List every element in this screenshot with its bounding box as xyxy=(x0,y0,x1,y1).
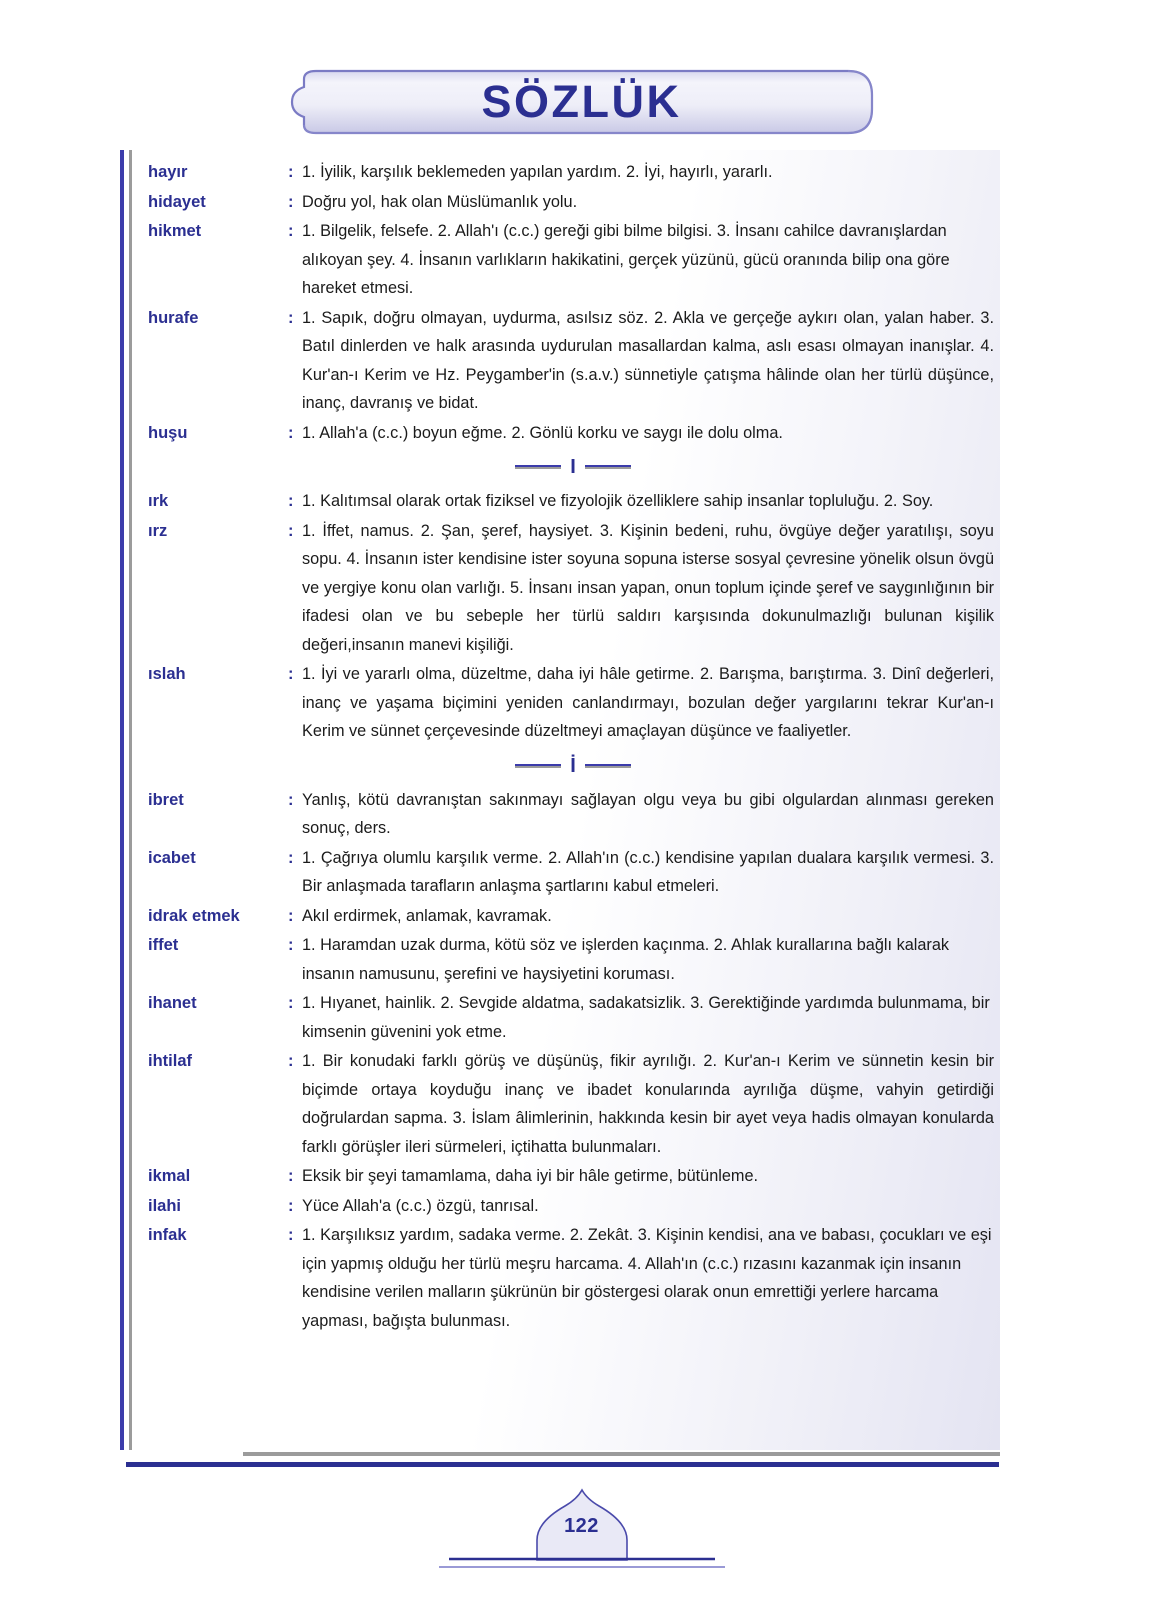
letter-divider-i-dotted xyxy=(148,752,998,780)
entry-definition: 1. Karşılıksız yardım, sadaka verme. 2. Zekât. 3. Kişinin kendisi, ana ve babası, çocukları ve eşi için yapmış olduğu her türlü meşru harcama. 4. Allah'ın (c.c.) rızasını kazanmak için insanın kendisine verilen malların şükrünün bir göstergesi olarak onun emrettiği yerlere harcama yapması, bağışta bulunması. xyxy=(302,1226,992,1330)
entry-definition: 1. Hıyanet, hainlik. 2. Sevgide aldatma, sadakatsizlik. 3. Gerektiğinde yardımda bulunmama, bir kimsenin güvenini yok etme. xyxy=(302,994,990,1041)
entry-colon: : xyxy=(288,848,294,867)
entry-definition: 1. Sapık, doğru olmayan, uydurma, asılsız söz. 2. Akla ve gerçeğe aykırı olan, yalan haber. 3. Batıl dinlerden ve halk arasında uydurulan masallardan kalma, aslı esası olmayan inanışlar. 4. Kur'an-ı Kerim ve Hz. Peygamber'in (s.a.v.) sünnetiyle çatışma hâlinde olan her türlü düşünce, inanç, davranış ve bidat. xyxy=(302,308,994,412)
glossary-entry xyxy=(148,304,998,418)
left-rail-blue xyxy=(120,150,124,1450)
entry-colon: : xyxy=(288,163,294,181)
glossary-entry xyxy=(148,1221,998,1335)
entry-definition: Yanlış, kötü davranıştan sakınmayı sağlayan olgu veya bu gibi olgulardan alınması gereken sonuç, ders. xyxy=(302,790,994,837)
page-number-badge xyxy=(417,1488,747,1598)
entry-definition: Eksik bir şeyi tamamlama, daha iyi bir hâle getirme, bütünleme. xyxy=(302,1167,759,1185)
divider-line-left xyxy=(515,764,561,768)
entry-colon: : xyxy=(288,192,294,211)
entry-term: hidayet xyxy=(148,192,206,211)
entry-definition: Yüce Allah'a (c.c.) özgü, tanrısal. xyxy=(302,1196,539,1215)
entry-term: ilahi xyxy=(148,1196,182,1215)
glossary-entry xyxy=(148,517,998,660)
entry-colon: : xyxy=(288,308,294,327)
entry-definition: 1. Haramdan uzak durma, kötü söz ve işlerden kaçınma. 2. Ahlak kurallarına bağlı kalarak insanın namusunu, şerefini ve haysiyetini koruması. xyxy=(302,936,950,983)
entry-definition: 1. İyilik, karşılık beklemeden yapılan yardım. 2. İyi, hayırlı, yararlı. xyxy=(302,163,773,181)
glossary-entry xyxy=(148,989,998,1046)
glossary-entry xyxy=(148,487,998,516)
entry-term: hurafe xyxy=(148,308,199,327)
glossary-entry xyxy=(148,902,998,931)
glossary-entry xyxy=(148,1192,998,1221)
entry-colon: : xyxy=(288,994,294,1012)
entry-colon: : xyxy=(288,521,294,540)
entry-definition: Doğru yol, hak olan Müslümanlık yolu. xyxy=(302,192,578,211)
entry-colon: : xyxy=(288,1052,294,1070)
entry-term: ikmal xyxy=(148,1167,191,1185)
page-header xyxy=(0,64,1163,140)
entry-definition: 1. İffet, namus. 2. Şan, şeref, haysiyet. 3. Kişinin bedeni, ruhu, övgüye değer yaratılışı, soyu sopu. 4. İnsanın ister kendisine ister soyuna sopuna isterse sosyal çevresine yönelik olsun övgü ve yergiye konu olan varlığı. 5. İnsanı insan yapan, onun toplum içinde şeref ve saygınlığının bir ifadesi olan ve bu sebeple her türlü saldırı karşısında dokunulmazlığı bulunan kişilik değeri,insanın manevi kişiliği. xyxy=(302,521,994,654)
entry-term: infak xyxy=(148,1226,187,1244)
entry-colon: : xyxy=(288,1167,294,1185)
divider-line-left xyxy=(515,465,561,469)
entry-term: huşu xyxy=(148,423,188,442)
page-footer xyxy=(0,1488,1163,1598)
entry-term: ırz xyxy=(148,521,168,540)
entry-term: ıslah xyxy=(148,665,186,683)
entry-term: ihanet xyxy=(148,994,197,1012)
entry-colon: : xyxy=(288,665,294,683)
entry-term: ibret xyxy=(148,790,184,809)
glossary-entry xyxy=(148,931,998,988)
title-banner xyxy=(286,65,878,139)
glossary-entry xyxy=(148,419,998,448)
glossary-entry xyxy=(148,786,998,843)
glossary-entry xyxy=(148,1162,998,1191)
entry-term: hikmet xyxy=(148,222,202,240)
entry-colon: : xyxy=(288,222,294,240)
dome-shape-icon xyxy=(417,1488,747,1598)
entry-definition: 1. Kalıtımsal olarak ortak fiziksel ve fizyolojik özelliklere sahip insanlar topluluğu. 2. Soy. xyxy=(302,492,934,510)
glossary-entry xyxy=(148,188,998,217)
page-title: SÖZLÜK xyxy=(481,76,682,127)
entry-definition: 1. Çağrıya olumlu karşılık verme. 2. Allah'ın (c.c.) kendisine yapılan dualara karşılık vermesi. 3. Bir anlaşmada tarafların anlaşma şartlarını kabul etmeleri. xyxy=(302,848,994,895)
glossary-list xyxy=(148,158,998,1336)
entry-term: ihtilaf xyxy=(148,1052,192,1070)
glossary-entry xyxy=(148,660,998,746)
page-number: 122 xyxy=(564,1515,599,1537)
entry-colon: : xyxy=(288,492,294,510)
entry-term: ırk xyxy=(148,492,169,510)
entry-definition: 1. Bir konudaki farklı görüş ve düşünüş, fikir ayrılığı. 2. Kur'an-ı Kerim ve sünnetin kesin bir biçimde ortaya koyduğu inanç ve ibadet konularında ayrılığa düşme, vahyin getirdiği doğrulardan sapma. 3. İslam âlimlerinin, hakkında kesin bir ayet veya hadis olmayan konularda farklı görüşler ileri sürmeleri, içtihatta bulunmaları. xyxy=(302,1052,994,1156)
entry-colon: : xyxy=(288,790,294,809)
entry-colon: : xyxy=(288,423,294,442)
divider-line-right xyxy=(585,764,631,768)
glossary-entry xyxy=(148,1047,998,1161)
glossary-entry xyxy=(148,844,998,901)
footer-rule-blue xyxy=(126,1462,999,1467)
divider-letter: İ xyxy=(570,754,576,777)
entry-term: iffet xyxy=(148,936,179,954)
entry-colon: : xyxy=(288,1226,294,1244)
footer-rule-gray xyxy=(243,1452,1000,1456)
letter-divider-i xyxy=(148,453,998,481)
left-rail-gray xyxy=(129,150,132,1450)
divider-letter: I xyxy=(570,456,576,478)
entry-term: idrak etmek xyxy=(148,906,240,925)
entry-colon: : xyxy=(288,906,294,925)
glossary-entry xyxy=(148,158,998,187)
divider-line-right xyxy=(585,465,631,469)
entry-term: icabet xyxy=(148,848,196,867)
entry-definition: 1. Bilgelik, felsefe. 2. Allah'ı (c.c.) gereği gibi bilme bilgisi. 3. İnsanı cahilce davranışlardan alıkoyan şey. 4. İnsanın varlıkların hakikatini, gerçek yüzünü, gücü oranında bilip ona göre hareket etmesi. xyxy=(302,222,950,297)
entry-colon: : xyxy=(288,936,294,954)
entry-definition: Akıl erdirmek, anlamak, kavramak. xyxy=(302,906,552,925)
entry-colon: : xyxy=(288,1196,294,1215)
entry-term: hayır xyxy=(148,163,188,181)
glossary-entry xyxy=(148,217,998,303)
entry-definition: 1. İyi ve yararlı olma, düzeltme, daha iyi hâle getirme. 2. Barışma, barıştırma. 3. Dinî değerleri, inanç ve yaşama biçimini yeniden canlandırmayı, bozulan değer yargılarını tekrar Kur'an-ı Kerim ve sünnet çerçevesinde düzeltmeyi amaçlayan düşünce ve faaliyetler. xyxy=(302,665,994,740)
entry-definition: 1. Allah'a (c.c.) boyun eğme. 2. Gönlü korku ve saygı ile dolu olma. xyxy=(302,423,783,442)
